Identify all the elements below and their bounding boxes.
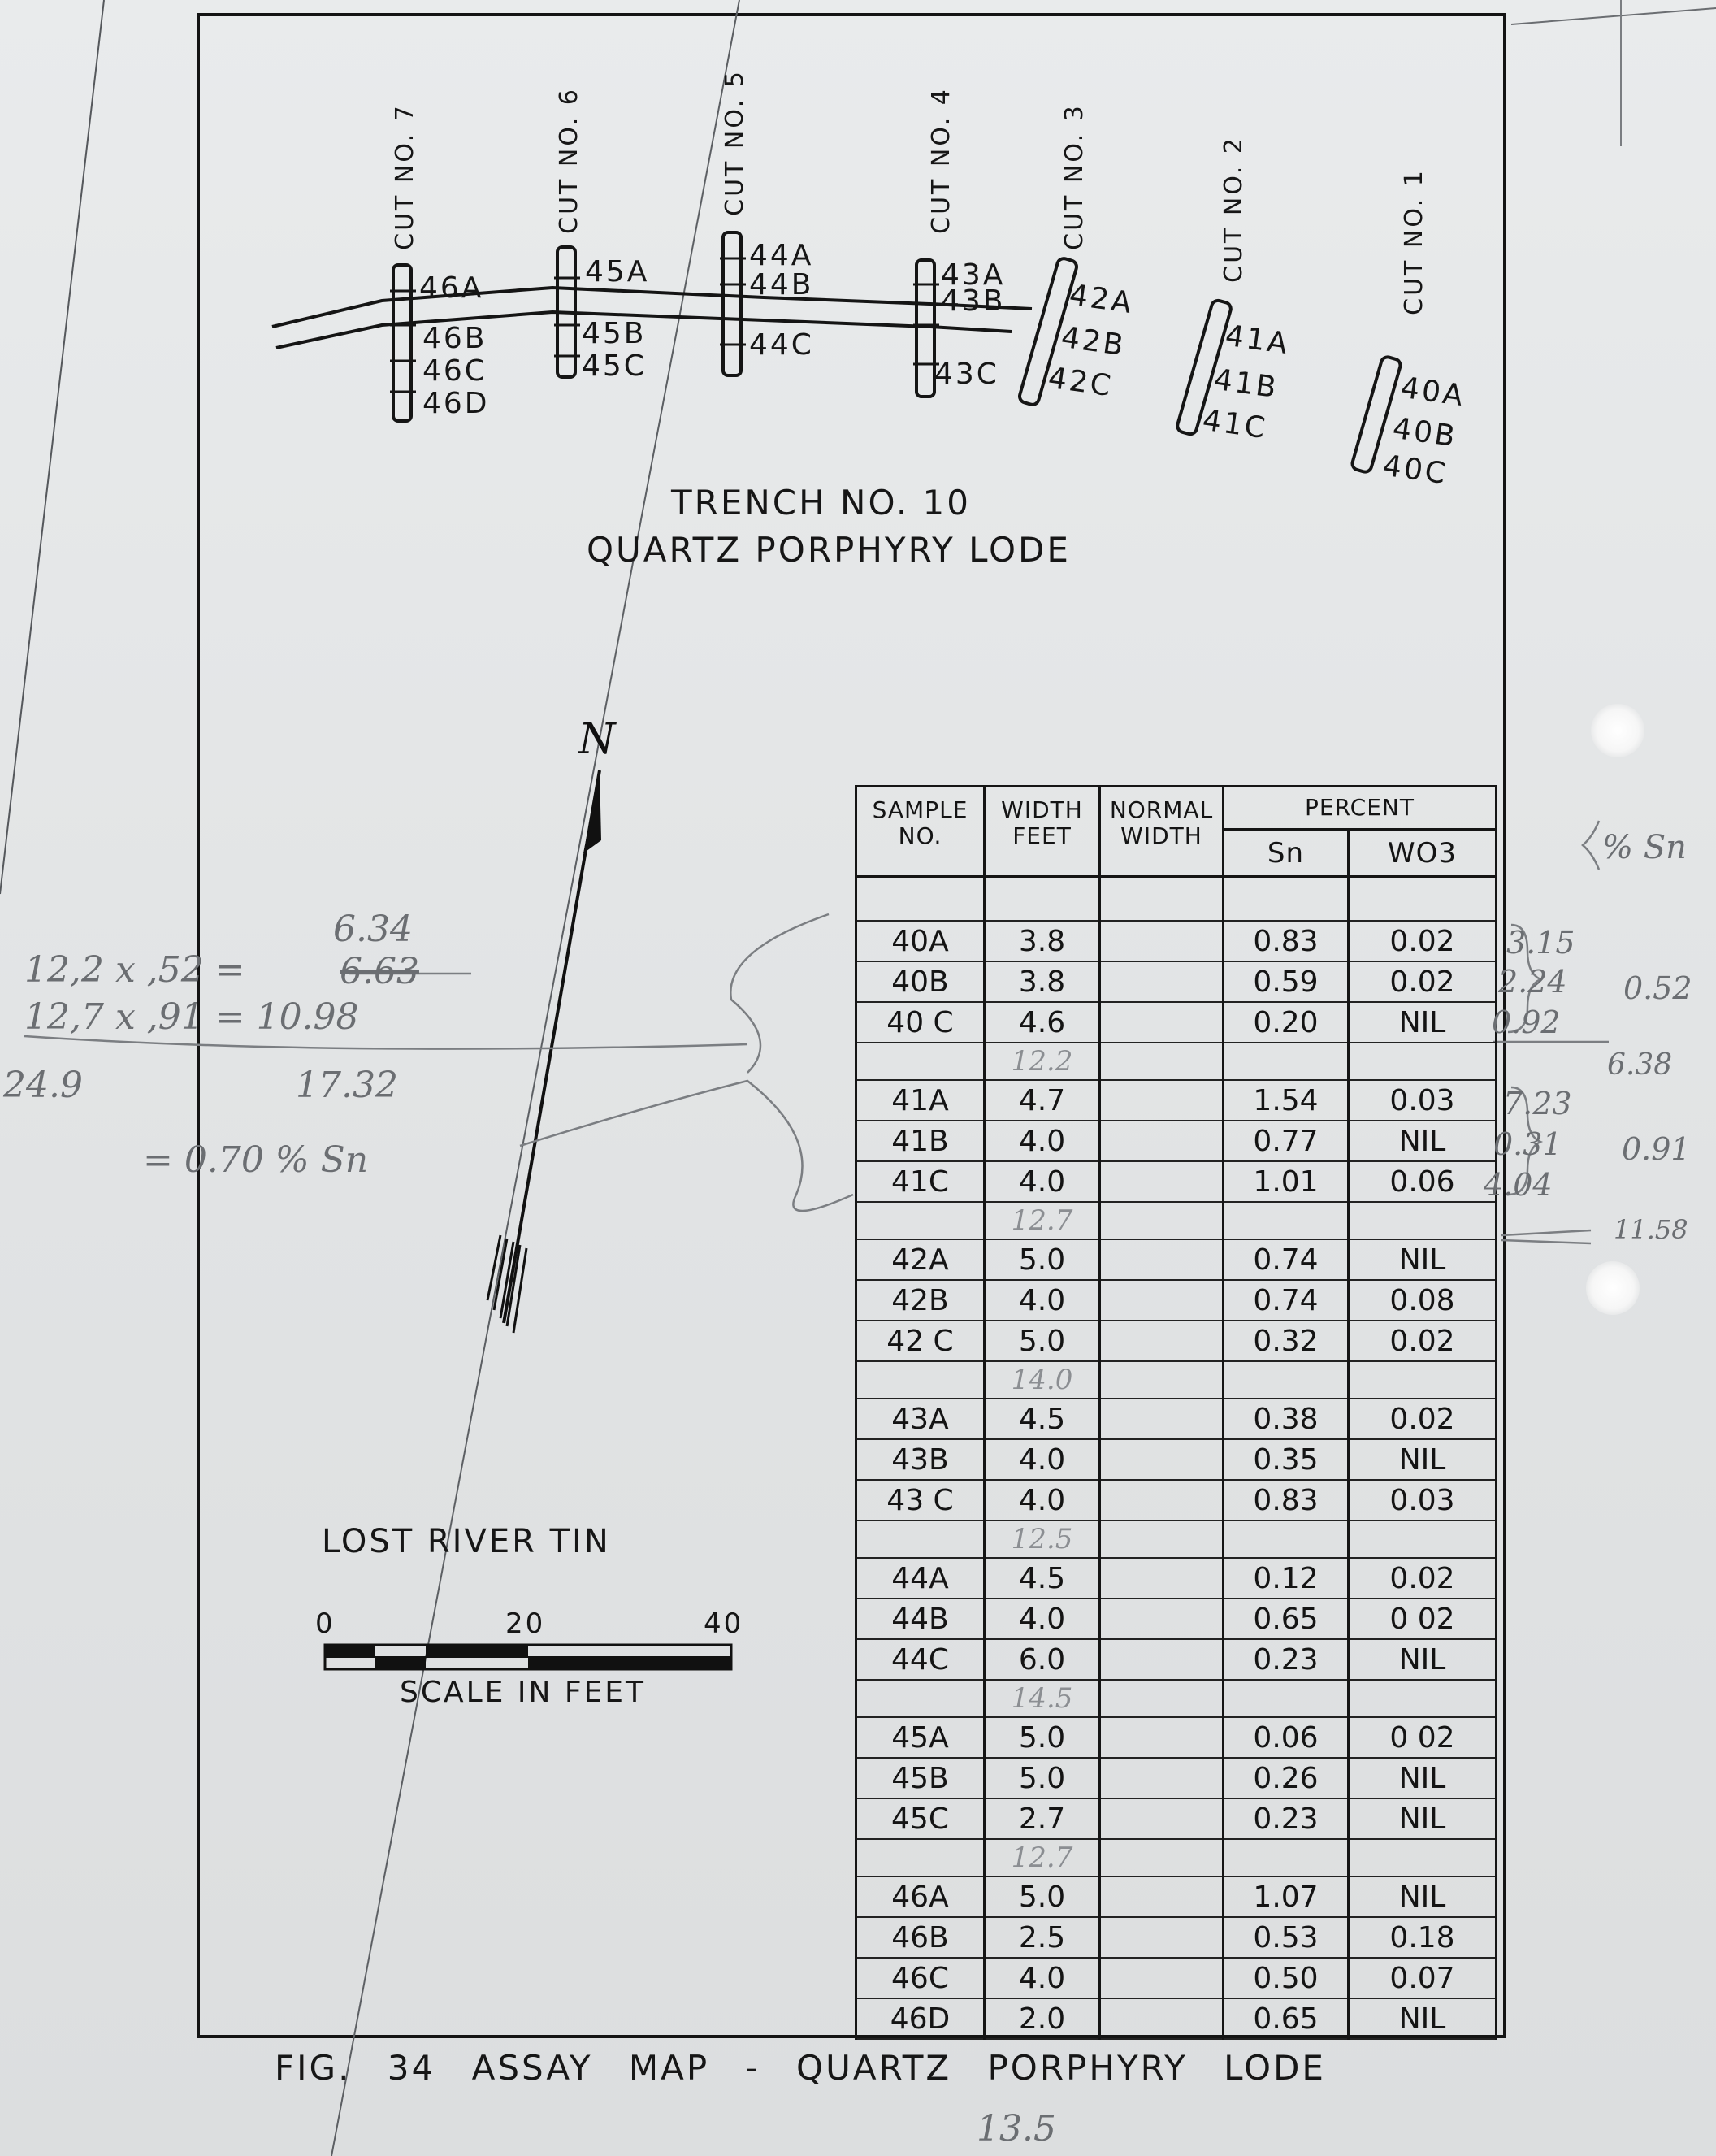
table-row	[856, 1080, 1497, 1121]
wo3-percent-cell: 0.02	[1349, 921, 1497, 961]
normal-width-cell	[1100, 1239, 1224, 1280]
hand-left-result: = 0.70 % Sn	[143, 1139, 369, 1181]
table-row	[856, 1439, 1497, 1480]
wo3-percent-cell: NIL	[1349, 1121, 1497, 1161]
hand-right-g1-a: 3.15	[1506, 925, 1575, 961]
group-width-total: 14.5	[985, 1680, 1100, 1717]
table-row	[856, 1599, 1497, 1639]
table-row	[856, 1480, 1497, 1520]
sample-label-44b: 44B	[749, 268, 814, 301]
sn-percent-cell: 0.74	[1224, 1280, 1349, 1321]
sn-percent-cell: 0.35	[1224, 1439, 1349, 1480]
table-row	[856, 1717, 1497, 1758]
trench-title: TRENCH NO. 10	[671, 483, 971, 523]
group-separator-row	[856, 1839, 1497, 1876]
wo3-percent-cell: NIL	[1349, 1002, 1497, 1043]
sample-cell: 44C	[856, 1639, 985, 1680]
width-cell: 2.0	[985, 1998, 1100, 2039]
sn-percent-cell: 0.20	[1224, 1002, 1349, 1043]
width-cell: 4.0	[985, 1480, 1100, 1520]
sample-cell: 44B	[856, 1599, 985, 1639]
table-row	[856, 1998, 1497, 2039]
width-cell: 4.0	[985, 1161, 1100, 1202]
table-row	[856, 1639, 1497, 1680]
group-separator-row	[856, 1680, 1497, 1717]
separator-cell	[1100, 1680, 1224, 1717]
north-arrow	[488, 770, 601, 1333]
scale-tick-40: 40	[704, 1607, 744, 1640]
sn-percent-cell: 0.77	[1224, 1121, 1349, 1161]
hand-left-line1-struck: 6.63	[340, 951, 419, 992]
table-row	[856, 1758, 1497, 1798]
table-row	[856, 1876, 1497, 1917]
table-row	[856, 1161, 1497, 1202]
sample-label-46d: 46D	[422, 387, 490, 420]
normal-width-cell	[1100, 1480, 1224, 1520]
table-row	[856, 1121, 1497, 1161]
sample-cell: 42B	[856, 1280, 985, 1321]
hand-left-sum-left: 24.9	[3, 1065, 83, 1106]
width-cell: 2.5	[985, 1917, 1100, 1958]
table-row	[856, 1399, 1497, 1439]
hand-right-g2-avg: 0.91	[1622, 1131, 1691, 1167]
header-sn: Sn	[1224, 830, 1349, 877]
sample-cell: 43B	[856, 1439, 985, 1480]
sample-cell: 41A	[856, 1080, 985, 1121]
sample-cell: 44A	[856, 1558, 985, 1599]
sample-label-45c: 45C	[582, 349, 647, 383]
normal-width-cell	[1100, 1917, 1224, 1958]
sample-label-43a: 43A	[941, 258, 1006, 292]
separator-cell	[1224, 1043, 1349, 1080]
sample-label-46a: 46A	[419, 271, 484, 305]
normal-width-cell	[1100, 1758, 1224, 1798]
separator-cell	[1349, 1680, 1497, 1717]
sample-label-41c: 41C	[1200, 403, 1270, 446]
width-cell: 4.7	[985, 1080, 1100, 1121]
sn-percent-cell: 0.23	[1224, 1639, 1349, 1680]
separator-cell	[1100, 1839, 1224, 1876]
scale-tick-0: 0	[315, 1607, 336, 1640]
normal-width-cell	[1100, 1121, 1224, 1161]
group-separator-row	[856, 1043, 1497, 1080]
cut-label-5: CUT NO. 5	[720, 69, 749, 216]
sample-cell: 42A	[856, 1239, 985, 1280]
hand-right-g2-total: 11.58	[1614, 1214, 1688, 1245]
header-normal-width: NORMAL WIDTH	[1100, 787, 1224, 877]
sample-cell: 40A	[856, 921, 985, 961]
sn-percent-cell: 0.50	[1224, 1958, 1349, 1998]
width-cell: 4.0	[985, 1439, 1100, 1480]
normal-width-cell	[1100, 1639, 1224, 1680]
sn-percent-cell: 0.83	[1224, 921, 1349, 961]
table-row	[856, 1558, 1497, 1599]
sample-cell: 45B	[856, 1758, 985, 1798]
width-cell: 4.5	[985, 1399, 1100, 1439]
sn-percent-cell: 0.26	[1224, 1758, 1349, 1798]
table-row	[856, 1798, 1497, 1839]
sample-cell: 46B	[856, 1917, 985, 1958]
normal-width-cell	[1100, 961, 1224, 1002]
separator-cell	[1349, 1361, 1497, 1399]
width-cell: 4.0	[985, 1121, 1100, 1161]
width-cell: 5.0	[985, 1239, 1100, 1280]
cut-label-2: CUT NO. 2	[1219, 136, 1248, 283]
wo3-percent-cell: NIL	[1349, 1798, 1497, 1839]
sample-cell: 41B	[856, 1121, 985, 1161]
separator-cell	[1224, 1839, 1349, 1876]
separator-cell	[856, 1680, 985, 1717]
sample-cell: 46A	[856, 1876, 985, 1917]
wo3-percent-cell: 0.02	[1349, 1321, 1497, 1361]
table-row	[856, 1002, 1497, 1043]
wo3-percent-cell: NIL	[1349, 1876, 1497, 1917]
scale-tick-20: 20	[505, 1607, 546, 1640]
hand-left-line1: 12,2 x ,52 =	[24, 949, 245, 991]
normal-width-cell	[1100, 1798, 1224, 1839]
normal-width-cell	[1100, 1002, 1224, 1043]
hand-left-line1-above: 6.34	[333, 909, 413, 950]
sn-percent-cell: 0.65	[1224, 1599, 1349, 1639]
sample-label-40c: 40C	[1380, 449, 1450, 492]
group-width-total: 12.5	[985, 1520, 1100, 1558]
separator-cell	[856, 1202, 985, 1239]
cut-label-4: CUT NO. 4	[926, 87, 956, 234]
wo3-percent-cell: 0 02	[1349, 1599, 1497, 1639]
group-width-total: 12.7	[985, 1839, 1100, 1876]
sample-cell: 46D	[856, 1998, 985, 2039]
width-cell: 2.7	[985, 1798, 1100, 1839]
wo3-percent-cell: NIL	[1349, 1239, 1497, 1280]
sample-label-42c: 42C	[1046, 361, 1116, 404]
sample-label-43c: 43C	[934, 358, 999, 391]
sample-label-44a: 44A	[749, 239, 814, 272]
sample-label-42a: 42A	[1067, 278, 1136, 321]
separator-cell	[856, 1361, 985, 1399]
cut-label-7: CUT NO. 7	[390, 103, 419, 250]
separator-cell	[1224, 1520, 1349, 1558]
bar-scale-graphic	[325, 1645, 731, 1669]
separator-cell	[1224, 1680, 1349, 1717]
assay-table	[855, 785, 1497, 2040]
sn-percent-cell: 0.06	[1224, 1717, 1349, 1758]
normal-width-cell	[1100, 1280, 1224, 1321]
hand-right-g1-avg: 0.52	[1623, 970, 1692, 1006]
fold-line-top-right	[1511, 8, 1716, 24]
group-width-total: 12.7	[985, 1202, 1100, 1239]
hand-right-g1-c: 0.92	[1492, 1004, 1561, 1040]
cut-label-3: CUT NO. 3	[1060, 103, 1089, 250]
sample-label-44c: 44C	[749, 328, 814, 362]
width-cell: 5.0	[985, 1876, 1100, 1917]
header-percent: PERCENT	[1224, 787, 1497, 830]
separator-cell	[856, 1839, 985, 1876]
wo3-percent-cell: 0.02	[1349, 1399, 1497, 1439]
sample-label-45b: 45B	[582, 317, 647, 350]
normal-width-cell	[1100, 921, 1224, 961]
normal-width-cell	[1100, 1321, 1224, 1361]
cut-label-1: CUT NO. 1	[1399, 168, 1428, 315]
assay-table-body	[856, 877, 1497, 2040]
wo3-percent-cell: 0 02	[1349, 1717, 1497, 1758]
width-cell: 5.0	[985, 1758, 1100, 1798]
normal-width-cell	[1100, 1399, 1224, 1439]
sample-label-46c: 46C	[422, 354, 488, 388]
wo3-percent-cell: NIL	[1349, 1639, 1497, 1680]
sample-label-40a: 40A	[1398, 371, 1467, 414]
wo3-percent-cell: 0.02	[1349, 961, 1497, 1002]
table-row	[856, 961, 1497, 1002]
separator-cell	[1349, 1043, 1497, 1080]
hand-left-sum-right: 17.32	[296, 1065, 398, 1106]
sn-percent-cell: 0.38	[1224, 1399, 1349, 1439]
width-cell: 4.5	[985, 1558, 1100, 1599]
separator-cell	[1100, 1043, 1224, 1080]
sample-label-46b: 46B	[422, 322, 488, 355]
header-sample-no: SAMPLE NO.	[856, 787, 985, 877]
group-separator-row	[856, 1361, 1497, 1399]
width-cell: 3.8	[985, 921, 1100, 961]
sn-percent-cell: 0.74	[1224, 1239, 1349, 1280]
sample-cell: 40B	[856, 961, 985, 1002]
group-width-total: 14.0	[985, 1361, 1100, 1399]
wo3-percent-cell: 0.08	[1349, 1280, 1497, 1321]
separator-cell	[1349, 1202, 1497, 1239]
sample-cell: 40 C	[856, 1002, 985, 1043]
fold-line-left	[0, 0, 104, 894]
table-row	[856, 1280, 1497, 1321]
normal-width-cell	[1100, 1717, 1224, 1758]
normal-width-cell	[1100, 1958, 1224, 1998]
separator-cell	[856, 1043, 985, 1080]
company-name: LOST RIVER TIN	[322, 1523, 611, 1560]
width-cell: 5.0	[985, 1717, 1100, 1758]
width-cell: 4.0	[985, 1958, 1100, 1998]
normal-width-cell	[1100, 1876, 1224, 1917]
sn-percent-cell: 0.59	[1224, 961, 1349, 1002]
wo3-percent-cell: NIL	[1349, 1998, 1497, 2039]
wo3-percent-cell: 0.06	[1349, 1161, 1497, 1202]
width-cell: 5.0	[985, 1321, 1100, 1361]
sample-label-40b: 40B	[1390, 411, 1459, 454]
header-wo3: WO3	[1349, 830, 1497, 877]
sample-label-41a: 41A	[1223, 319, 1292, 362]
north-label: N	[578, 715, 616, 764]
group-separator-row	[856, 1520, 1497, 1558]
wo3-percent-cell: NIL	[1349, 1439, 1497, 1480]
separator-cell	[1349, 1839, 1497, 1876]
sample-cell: 43A	[856, 1399, 985, 1439]
width-cell: 3.8	[985, 961, 1100, 1002]
sample-cell: 45C	[856, 1798, 985, 1839]
sample-label-43b: 43B	[941, 284, 1006, 318]
group-width-total: 12.2	[985, 1043, 1100, 1080]
sample-cell: 45A	[856, 1717, 985, 1758]
separator-cell	[1224, 1361, 1349, 1399]
wo3-percent-cell: 0.02	[1349, 1558, 1497, 1599]
normal-width-cell	[1100, 1080, 1224, 1121]
separator-cell	[1349, 1520, 1497, 1558]
separator-cell	[1224, 1202, 1349, 1239]
group-separator-row	[856, 1202, 1497, 1239]
hand-right-g2-b: 0.31	[1493, 1126, 1562, 1162]
sample-label-45a: 45A	[585, 255, 650, 288]
sample-cell: 42 C	[856, 1321, 985, 1361]
sample-cell: 46C	[856, 1958, 985, 1998]
wo3-percent-cell: 0.18	[1349, 1917, 1497, 1958]
table-row	[856, 1239, 1497, 1280]
table-row	[856, 1958, 1497, 1998]
width-cell: 4.0	[985, 1599, 1100, 1639]
width-cell: 4.6	[985, 1002, 1100, 1043]
hand-bottom-note: 13.5	[977, 2108, 1056, 2149]
width-cell: 6.0	[985, 1639, 1100, 1680]
hand-left-line2: 12,7 x ,91 = 10.98	[24, 996, 359, 1038]
sn-percent-cell: 0.53	[1224, 1917, 1349, 1958]
sn-percent-cell: 1.01	[1224, 1161, 1349, 1202]
sn-percent-cell: 0.12	[1224, 1558, 1349, 1599]
hand-right-percent-sn: % Sn	[1602, 829, 1687, 866]
normal-width-cell	[1100, 1599, 1224, 1639]
sn-percent-cell: 0.32	[1224, 1321, 1349, 1361]
header-width-feet: WIDTH FEET	[985, 787, 1100, 877]
cut-label-6: CUT NO. 6	[554, 87, 583, 234]
table-row	[856, 1321, 1497, 1361]
hand-right-g1-total: 6.38	[1607, 1048, 1673, 1082]
sample-label-42b: 42B	[1059, 320, 1128, 363]
normal-width-cell	[1100, 1439, 1224, 1480]
sample-cell: 41C	[856, 1161, 985, 1202]
sn-percent-cell: 0.23	[1224, 1798, 1349, 1839]
normal-width-cell	[1100, 1998, 1224, 2039]
table-row	[856, 921, 1497, 961]
hand-right-g1-b: 2.24	[1498, 964, 1567, 1000]
separator-cell	[1100, 1202, 1224, 1239]
sn-percent-cell: 1.07	[1224, 1876, 1349, 1917]
wo3-percent-cell: NIL	[1349, 1758, 1497, 1798]
separator-cell	[856, 1520, 985, 1558]
wo3-percent-cell: 0.03	[1349, 1080, 1497, 1121]
hand-right-g2-a: 7.23	[1503, 1086, 1572, 1121]
sn-percent-cell: 0.65	[1224, 1998, 1349, 2039]
separator-cell	[1100, 1361, 1224, 1399]
wo3-percent-cell: 0.03	[1349, 1480, 1497, 1520]
sample-cell: 43 C	[856, 1480, 985, 1520]
wo3-percent-cell: 0.07	[1349, 1958, 1497, 1998]
hand-right-g2-c: 4.04	[1484, 1167, 1553, 1203]
normal-width-cell	[1100, 1161, 1224, 1202]
figure-caption: FIG. 34 ASSAY MAP - QUARTZ PORPHYRY LODE	[275, 2048, 1326, 2088]
normal-width-cell	[1100, 1558, 1224, 1599]
table-row	[856, 1917, 1497, 1958]
lode-title: QUARTZ PORPHYRY LODE	[587, 530, 1071, 570]
sn-percent-cell: 0.83	[1224, 1480, 1349, 1520]
sample-label-41b: 41B	[1211, 362, 1280, 406]
width-cell: 4.0	[985, 1280, 1100, 1321]
separator-cell	[1100, 1520, 1224, 1558]
sn-percent-cell: 1.54	[1224, 1080, 1349, 1121]
scale-label: SCALE IN FEET	[400, 1676, 647, 1709]
